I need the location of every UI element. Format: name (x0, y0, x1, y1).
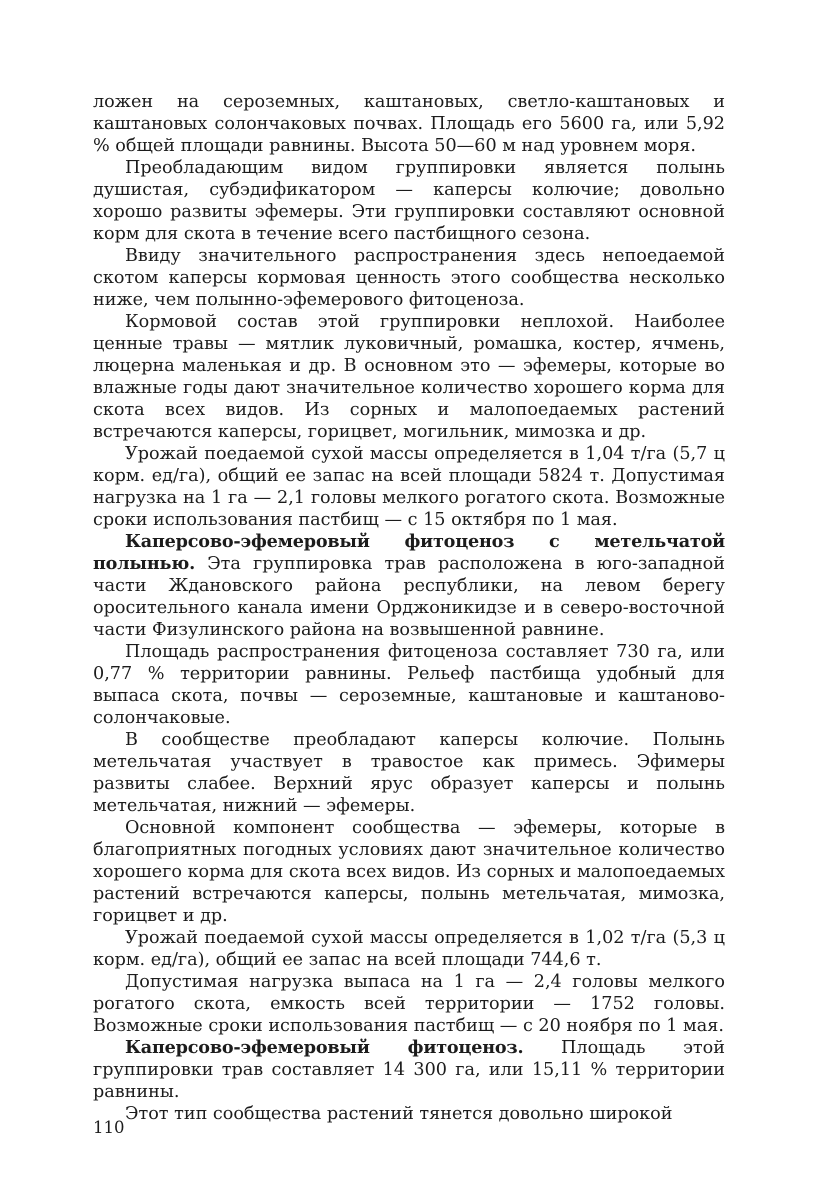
paragraph-1 (93, 91, 725, 157)
paragraph-2 (93, 157, 725, 245)
paragraph-2-text: Преобладающим видом группировки является полынь душистая, субэдификатором — каперсы колючие; довольно хорошо развиты эфемеры. Эти группировки составляют основной корм для скота в течение всего пастбищного сезона. (93, 158, 725, 244)
paragraph-10-text: Урожай поедаемой сухой массы определяется в 1,02 т/га (5,3 ц корм. ед/га), общий ее запас на всей площади 744,6 т. (93, 928, 725, 970)
paragraph-11-text: Допустимая нагрузка выпаса на 1 га — 2,4 головы мелкого рогатого скота, емкость всей территории — 1752 головы. Возможные сроки использования пастбищ — с 20 ноября по 1 мая. (93, 972, 725, 1036)
body-text (93, 91, 725, 1125)
paragraph-12-text: Площадь этой группировки трав составляет 14 300 га, или 15,11 % территории равнины. (93, 1038, 725, 1102)
paragraph-13-text: Этот тип сообщества растений тянется довольно широкой (125, 1104, 673, 1124)
paragraph-8 (93, 729, 725, 817)
paragraph-8-text: В сообществе преобладают каперсы колючие. Полынь метельчатая участвует в травостое как примесь. Эфимеры развиты слабее. Верхний ярус образует каперсы и полынь метельчатая, нижний — эфемеры. (93, 730, 725, 816)
section-heading-capers-ephemeral: Каперсово-эфемеровый фитоценоз. (125, 1037, 524, 1058)
paragraph-11 (93, 971, 725, 1037)
paragraph-4 (93, 311, 725, 443)
paragraph-5 (93, 443, 725, 531)
paragraph-6 (93, 531, 725, 641)
paragraph-3 (93, 245, 725, 311)
paragraph-6-text: Эта группировка трав расположена в юго-западной части Ждановского района республики, на левом берегу оросительного канала имени Орджоникидзе и в северо-восточной части Физулинского района на возвышенной равнине. (93, 554, 725, 640)
paragraph-1-text: ложен на сероземных, каштановых, светло-каштановых и каштановых солончаковых почвах. Площадь его 5600 га, или 5,92 % общей площади равнины. Высота 50—60 м над уровнем моря. (93, 92, 725, 156)
paragraph-4-text: Кормовой состав этой группировки неплохой. Наиболее ценные травы — мятлик луковичный, ромашка, костер, ячмень, люцерна маленькая и др. В основном это — эфемеры, которые во влажные годы дают значительное количество хорошего корма для скота всех видов. Из сорных и малопоедаемых растений встречаются каперсы, горицвет, могильник, мимозка и др. (93, 312, 725, 442)
paragraph-5-text: Урожай поедаемой сухой массы определяется в 1,04 т/га (5,7 ц корм. ед/га), общий ее запас на всей площади 5824 т. Допустимая нагрузка на 1 га — 2,1 головы мелкого рогатого скота. Возможные сроки использования пастбищ — с 15 октября по 1 мая. (93, 444, 725, 530)
paragraph-9 (93, 817, 725, 927)
paragraph-12 (93, 1037, 725, 1103)
paragraph-3-text: Ввиду значительного распространения здесь непоедаемой скотом каперсы кормовая ценность этого сообщества несколько ниже, чем полынно-эфемерового фитоценоза. (93, 246, 725, 310)
paragraph-7-text: Площадь распространения фитоценоза составляет 730 га, или 0,77 % территории равнины. Рельеф пастбища удобный для выпаса скота, почвы — сероземные, каштановые и каштаново-солончаковые. (93, 642, 725, 728)
paragraph-9-text: Основной компонент сообщества — эфемеры, которые в благоприятных погодных условиях дают значительное количество хорошего корма для скота всех видов. Из сорных и малопоедаемых растений встречаются каперсы, полынь метельчатая, мимозка, горицвет и др. (93, 818, 725, 926)
paragraph-7 (93, 641, 725, 729)
paragraph-13 (93, 1103, 725, 1125)
paragraph-10 (93, 927, 725, 971)
section-heading-capers-wormwood: Каперсово-эфемеровый фитоценоз с метельчатой полынью. (93, 531, 725, 574)
page-number: 110 (93, 1118, 125, 1137)
